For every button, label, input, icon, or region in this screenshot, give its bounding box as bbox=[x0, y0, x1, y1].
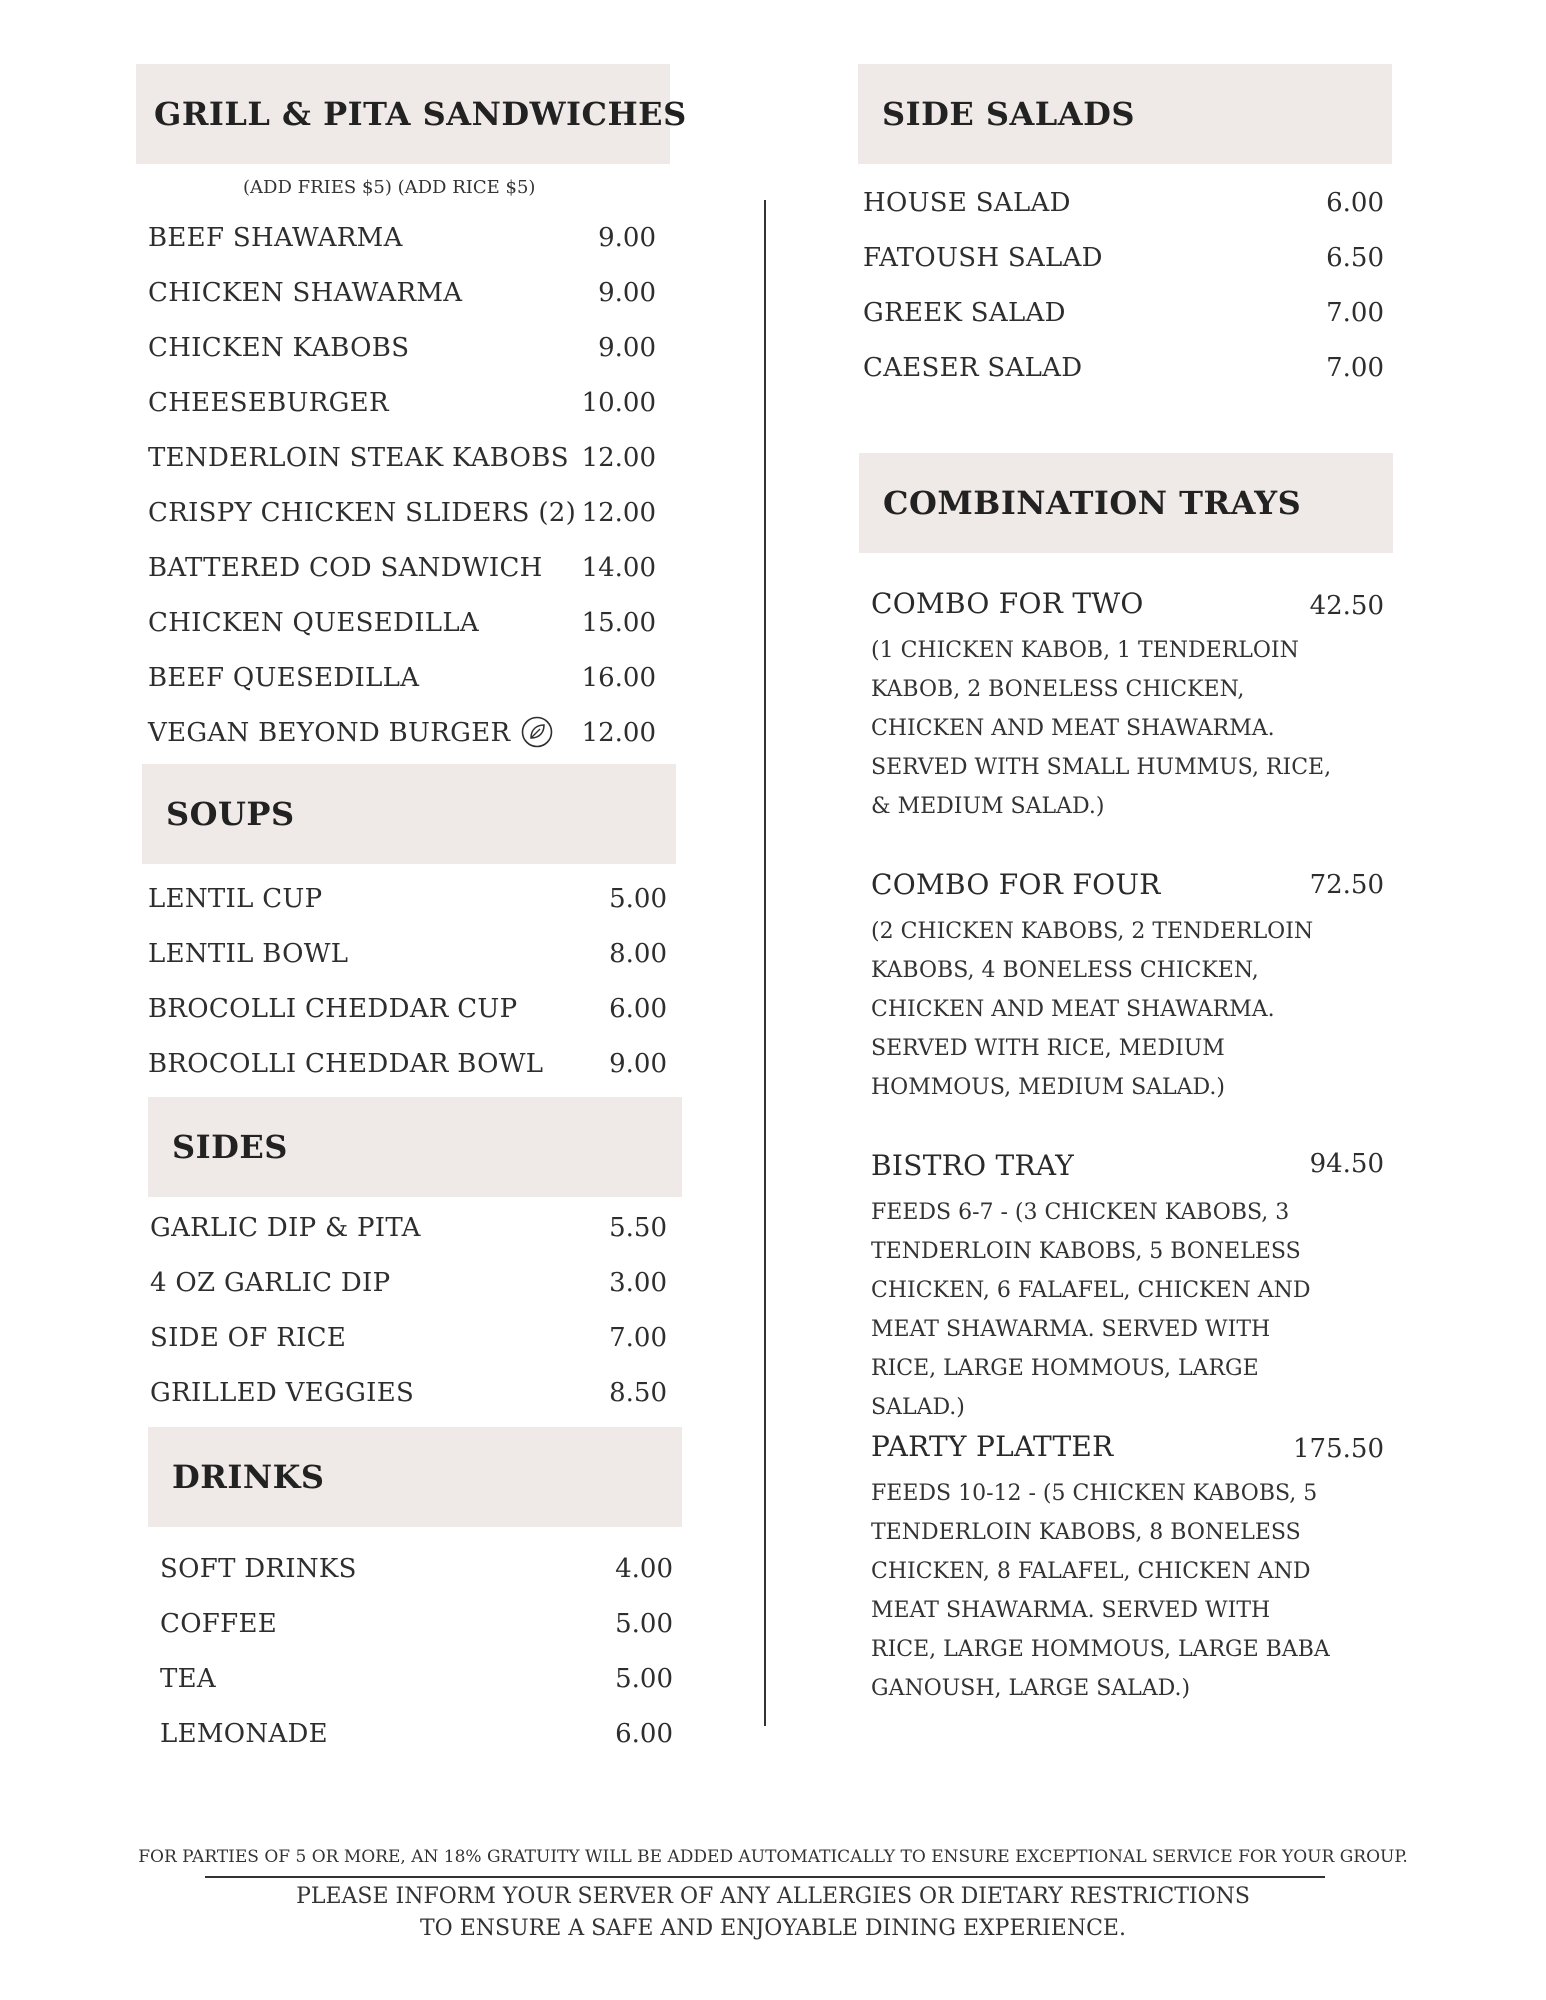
combo-price: 175.50 bbox=[1293, 1434, 1384, 1464]
combo-description: FEEDS 10-12 - (5 CHICKEN KABOBS, 5 TENDERLOIN KABOBS, 8 BONELESS CHICKEN, 8 FALAFEL, CHICKEN AND MEAT SHAWARMA. SERVED WITH RICE, LARGE HOMMOUS, LARGE BABA GANOUSH, LARGE SALAD.) bbox=[871, 1481, 1330, 1701]
menu-item-price: 7.00 bbox=[1326, 298, 1384, 328]
menu-item-price: 12.00 bbox=[581, 498, 656, 528]
menu-item-name: CHICKEN QUESEDILLA bbox=[148, 608, 479, 638]
menu-item-price: 15.00 bbox=[581, 608, 656, 638]
menu-item-price: 8.00 bbox=[609, 939, 667, 969]
menu-item-name: CAESER SALAD bbox=[863, 353, 1083, 383]
menu-item-name: SIDE OF RICE bbox=[150, 1323, 347, 1353]
combos-section-header bbox=[859, 453, 1393, 553]
menu-item-price: 3.00 bbox=[609, 1268, 667, 1298]
menu-item-name: CHEESEBURGER bbox=[148, 388, 389, 418]
menu-item-price: 9.00 bbox=[598, 333, 656, 363]
combo-description: (2 CHICKEN KABOBS, 2 TENDERLOIN KABOBS, 4 BONELESS CHICKEN, CHICKEN AND MEAT SHAWARMA. SERVED WITH RICE, MEDIUM HOMMOUS, MEDIUM SALAD.) bbox=[871, 919, 1314, 1100]
salads-section-header bbox=[858, 64, 1392, 164]
menu-item-name: TENDERLOIN STEAK KABOBS bbox=[148, 443, 569, 473]
menu-item-price: 8.50 bbox=[609, 1378, 667, 1408]
gratuity-notice: FOR PARTIES OF 5 OR MORE, AN 18% GRATUITY WILL BE ADDED AUTOMATICALLY TO ENSURE EXCEPTIONAL SERVICE FOR YOUR GROUP. bbox=[138, 1847, 1408, 1867]
menu-item-name: TEA bbox=[160, 1664, 216, 1694]
menu-item-price: 6.00 bbox=[609, 994, 667, 1024]
menu-item-name: BATTERED COD SANDWICH bbox=[148, 553, 543, 583]
menu-item-price: 6.00 bbox=[1326, 188, 1384, 218]
menu-item-name: BEEF SHAWARMA bbox=[148, 223, 403, 253]
menu-item-price: 6.50 bbox=[1326, 243, 1384, 273]
combo-name: COMBO FOR FOUR bbox=[871, 868, 1161, 901]
menu-item-name: BROCOLLI CHEDDAR BOWL bbox=[148, 1049, 544, 1079]
allergy-notice-line-2: TO ENSURE A SAFE AND ENJOYABLE DINING EXPERIENCE. bbox=[420, 1916, 1126, 1941]
menu-item-price: 5.00 bbox=[609, 884, 667, 914]
menu-item-name: 4 OZ GARLIC DIP bbox=[150, 1268, 391, 1298]
footer-rule bbox=[205, 1876, 1325, 1878]
combo-description: (1 CHICKEN KABOB, 1 TENDERLOIN KABOB, 2 BONELESS CHICKEN, CHICKEN AND MEAT SHAWARMA. SERVED WITH SMALL HUMMUS, RICE, & MEDIUM SALAD.) bbox=[871, 638, 1332, 819]
menu-item-price: 12.00 bbox=[581, 718, 656, 748]
menu-item-name: BROCOLLI CHEDDAR CUP bbox=[148, 994, 518, 1024]
drinks-section-title: DRINKS bbox=[172, 1458, 325, 1496]
menu-item-name: VEGAN BEYOND BURGER bbox=[148, 718, 511, 748]
menu-item-price: 5.50 bbox=[609, 1213, 667, 1243]
combo-name: BISTRO TRAY bbox=[871, 1149, 1075, 1182]
menu-item-price: 5.00 bbox=[615, 1664, 673, 1694]
combo-price: 72.50 bbox=[1309, 870, 1384, 900]
salads-section-title: SIDE SALADS bbox=[882, 95, 1135, 133]
menu-item-name: HOUSE SALAD bbox=[863, 188, 1071, 218]
menu-item-price: 10.00 bbox=[581, 388, 656, 418]
combo-name: COMBO FOR TWO bbox=[871, 587, 1144, 620]
menu-item-price: 14.00 bbox=[581, 553, 656, 583]
menu-item-name: GREEK SALAD bbox=[863, 298, 1066, 328]
menu-item-name: LENTIL CUP bbox=[148, 884, 323, 914]
sides-section-title: SIDES bbox=[172, 1128, 288, 1166]
menu-item-price: 5.00 bbox=[615, 1609, 673, 1639]
drinks-section-header bbox=[148, 1427, 682, 1527]
combo-price: 94.50 bbox=[1309, 1149, 1384, 1179]
menu-item-name: LENTIL BOWL bbox=[148, 939, 349, 969]
grill-section-title: GRILL & PITA SANDWICHES bbox=[154, 95, 687, 133]
menu-item-price: 12.00 bbox=[581, 443, 656, 473]
menu-item-name: SOFT DRINKS bbox=[160, 1554, 357, 1584]
column-divider bbox=[764, 200, 766, 1726]
menu-item-price: 16.00 bbox=[581, 663, 656, 693]
menu-item-price: 9.00 bbox=[609, 1049, 667, 1079]
menu-item-name: LEMONADE bbox=[160, 1719, 328, 1749]
menu-item-name: CHICKEN SHAWARMA bbox=[148, 278, 463, 308]
menu-item-price: 9.00 bbox=[598, 223, 656, 253]
menu-item-name: CHICKEN KABOBS bbox=[148, 333, 410, 363]
grill-addons-note: (ADD FRIES $5) (ADD RICE $5) bbox=[243, 177, 536, 198]
menu-item-price: 7.00 bbox=[1326, 353, 1384, 383]
grill-section-header bbox=[136, 64, 687, 164]
combo-description: FEEDS 6-7 - (3 CHICKEN KABOBS, 3 TENDERLOIN KABOBS, 5 BONELESS CHICKEN, 6 FALAFEL, CHICKEN AND MEAT SHAWARMA. SERVED WITH RICE, LARGE HOMMOUS, LARGE SALAD.) bbox=[871, 1200, 1311, 1420]
menu-item-price: 6.00 bbox=[615, 1719, 673, 1749]
menu-item-name: FATOUSH SALAD bbox=[863, 243, 1103, 273]
menu-item-name: BEEF QUESEDILLA bbox=[148, 663, 420, 693]
menu-item-name: COFFEE bbox=[160, 1609, 278, 1639]
allergy-notice-line-1: PLEASE INFORM YOUR SERVER OF ANY ALLERGIES OR DIETARY RESTRICTIONS bbox=[296, 1884, 1250, 1909]
menu-item-name: GARLIC DIP & PITA bbox=[150, 1213, 421, 1243]
combo-name: PARTY PLATTER bbox=[871, 1430, 1114, 1463]
menu-item-name: CRISPY CHICKEN SLIDERS (2) bbox=[148, 498, 577, 528]
combo-price: 42.50 bbox=[1309, 591, 1384, 621]
soups-section-title: SOUPS bbox=[166, 795, 295, 833]
menu-item-price: 9.00 bbox=[598, 278, 656, 308]
menu-item-price: 7.00 bbox=[609, 1323, 667, 1353]
combos-section-title: COMBINATION TRAYS bbox=[883, 484, 1302, 522]
soups-section-header bbox=[142, 764, 676, 864]
sides-section-header bbox=[148, 1097, 682, 1197]
menu-item-name: GRILLED VEGGIES bbox=[150, 1378, 415, 1408]
menu-item-price: 4.00 bbox=[615, 1554, 673, 1584]
